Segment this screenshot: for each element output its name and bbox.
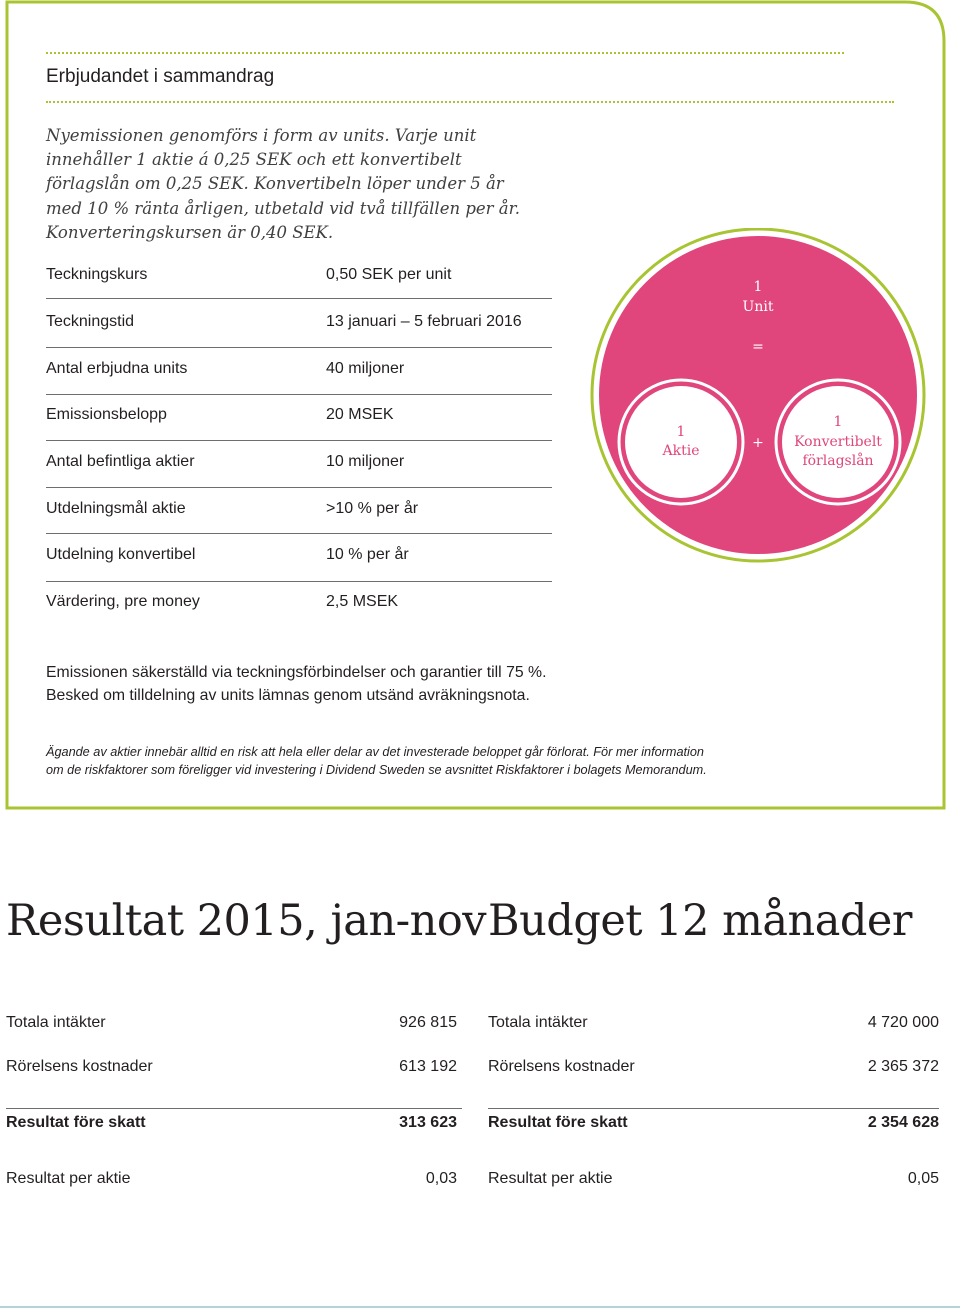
- allocation-note: Besked om tilldelning av units lämnas genom utsänd avräkningsnota.: [46, 687, 530, 704]
- offer-row-value: >10 % per år: [326, 500, 419, 517]
- result-row-value: 926 815: [399, 1014, 457, 1031]
- offer-title: Erbjudandet i sammandrag: [46, 66, 275, 87]
- result-divider: [6, 1108, 462, 1109]
- convertible-count: 1: [833, 414, 843, 430]
- budget-divider: [488, 1108, 939, 1109]
- offer-row-label: Teckningstid: [46, 313, 135, 330]
- row-divider: [46, 581, 552, 582]
- row-divider: [46, 298, 552, 299]
- offer-row-label: Utdelning konvertibel: [46, 546, 196, 563]
- row-divider: [46, 347, 552, 348]
- result-title: Resultat 2015, jan-nov: [6, 896, 487, 946]
- budget-row-label: Totala intäkter: [488, 1014, 588, 1031]
- risk-disclaimer: om de riskfaktorer som föreligger vid investering i Dividend Sweden se avsnittet Riskfaktorer i bolagets Memorandum.: [46, 763, 707, 777]
- budget-title: Budget 12 månader: [488, 896, 912, 946]
- offer-row-label: Teckningskurs: [46, 266, 148, 283]
- share-label: Aktie: [662, 443, 700, 459]
- intro-line: Nyemissionen genomförs i form av units. Varje unit: [46, 126, 477, 145]
- budget-row-value: 2 354 628: [867, 1114, 939, 1131]
- result-row-label: Rörelsens kostnader: [6, 1058, 153, 1075]
- budget-row-label: Resultat före skatt: [488, 1114, 628, 1131]
- convertible-label: Konvertibelt: [794, 434, 882, 450]
- budget-row-value: 2 365 372: [867, 1058, 939, 1075]
- equals-sign: =: [752, 339, 764, 355]
- offer-row-label: Värdering, pre money: [46, 593, 200, 610]
- offer-row-label: Antal befintliga aktier: [46, 453, 195, 470]
- offer-intro: [46, 124, 546, 245]
- risk-disclaimer: Ägande av aktier innebär alltid en risk att hela eller delar av det investerade beloppet går förlorat. För mer information: [46, 745, 704, 759]
- intro-line: innehåller 1 aktie á 0,25 SEK och ett konvertibelt: [46, 150, 462, 170]
- intro-line: Konverteringskursen är 0,40 SEK.: [46, 222, 334, 242]
- result-row-label: Resultat per aktie: [6, 1170, 131, 1187]
- dotted-divider-top: [46, 52, 844, 54]
- budget-row-label: Rörelsens kostnader: [488, 1058, 635, 1075]
- offer-row-label: Antal erbjudna units: [46, 360, 188, 377]
- row-divider: [46, 394, 552, 395]
- result-row-label: Totala intäkter: [6, 1014, 106, 1031]
- share-count: 1: [676, 424, 686, 440]
- convertible-label: förlagslån: [802, 453, 874, 469]
- plus-sign: +: [752, 435, 764, 451]
- unit-count: 1: [753, 279, 763, 295]
- intro-line: med 10 % ränta årligen, utbetald vid två tillfällen per år.: [46, 198, 520, 218]
- budget-row-value: 4 720 000: [867, 1014, 939, 1031]
- offer-row-value: 20 MSEK: [326, 406, 394, 423]
- offer-row-value: 2,5 MSEK: [326, 593, 399, 610]
- offer-row-value: 10 % per år: [326, 546, 409, 563]
- offer-row-value: 40 miljoner: [326, 360, 405, 377]
- budget-row-value: 0,05: [907, 1170, 939, 1187]
- result-row-label: Resultat före skatt: [6, 1114, 146, 1131]
- offer-row-value: 0,50 SEK per unit: [326, 266, 452, 283]
- dotted-divider-bottom: [46, 101, 894, 103]
- guarantee-note: Emissionen säkerställd via teckningsförbindelser och garantier till 75 %.: [46, 664, 547, 681]
- offer-row-value: 10 miljoner: [326, 453, 405, 470]
- offer-row-label: Emissionsbelopp: [46, 406, 167, 423]
- row-divider: [46, 440, 552, 441]
- unit-label: Unit: [742, 299, 774, 315]
- result-row-value: 313 623: [399, 1114, 457, 1131]
- offer-row-value: 13 januari – 5 februari 2016: [326, 313, 522, 330]
- row-divider: [46, 487, 552, 488]
- offer-row-label: Utdelningsmål aktie: [46, 500, 186, 517]
- result-row-value: 0,03: [425, 1170, 457, 1187]
- intro-line: förlagslån om 0,25 SEK. Konvertibeln löper under 5 år: [46, 174, 504, 194]
- result-row-value: 613 192: [399, 1058, 457, 1075]
- page-bottom-rule: [0, 1306, 960, 1308]
- budget-row-label: Resultat per aktie: [488, 1170, 613, 1187]
- row-divider: [46, 533, 552, 534]
